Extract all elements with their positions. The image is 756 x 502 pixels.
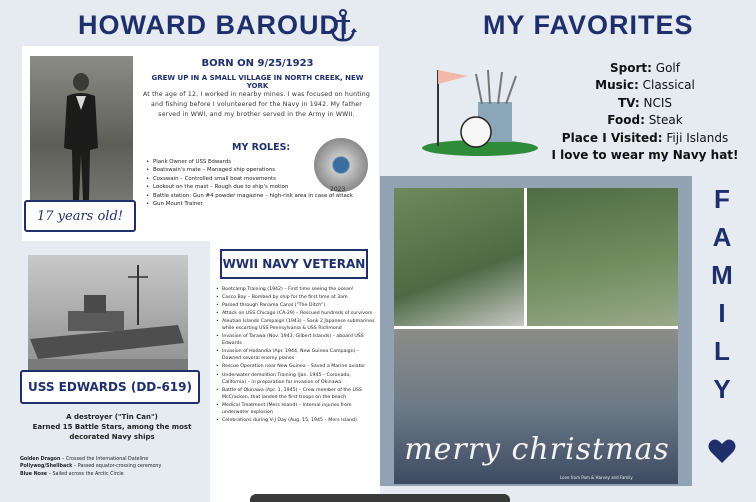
- ceremony-name: Golden Dragon: [20, 457, 61, 462]
- family-photo-portrait: [394, 188, 524, 326]
- ceremony-name: Pollywog/Shellback: [20, 464, 73, 470]
- list-item: • Coxswain – Controlled small boat movements: [146, 175, 376, 183]
- favorite-value: Fiji Islands: [662, 130, 729, 145]
- favorite-value: NCIS: [639, 95, 673, 110]
- list-item: • Rescue Operation near New Guinea – Saved a Marine aviator: [216, 363, 376, 370]
- collage-caption: merry christmas: [404, 432, 670, 467]
- letter: Y: [713, 374, 731, 404]
- golf-icon: [418, 60, 543, 160]
- horizontal-scrollbar[interactable]: [250, 494, 510, 502]
- list-item: • Plank Owner of USS Edwards: [146, 158, 376, 166]
- list-item: • Underwater demolition Training (Jan. 1945 – Coronado, California) – in preparation for invasion of Okinawa: [216, 372, 376, 386]
- page-title: HOWARD BAROUDI: [78, 10, 349, 40]
- hometown: GREW UP IN A SMALL VILLAGE IN NORTH CREEK, NEW YORK: [151, 74, 364, 90]
- ship-illustration: [28, 255, 188, 375]
- list-item: [550, 112, 740, 129]
- family-photo-group: [527, 188, 678, 326]
- family-vertical-title: [704, 180, 740, 408]
- list-item: [550, 95, 740, 112]
- ceremony-desc: – Crossed the International Dateline: [60, 457, 149, 462]
- letter: A: [712, 222, 732, 252]
- veteran-timeline: [216, 286, 376, 425]
- favorite-label: Food:: [607, 113, 645, 128]
- list-item: • Invasion of Hollandia (Apr. 1944, New Guinea Campaign) – Downed several enemy planes: [216, 348, 376, 362]
- favorite-value: Golf: [651, 61, 680, 75]
- photo-credit: Love from Pam & Harvey and Family: [560, 475, 633, 480]
- coin-year: 2023: [330, 186, 346, 193]
- list-item: • Casco Bay – Bombed by ship for the first time at 3am: [216, 294, 376, 301]
- list-item: • Bootcamp Training (1942) – First time seeing the ocean!: [216, 286, 376, 293]
- ceremony-name: Blue Nose: [20, 471, 48, 477]
- anchor-icon: [328, 8, 358, 44]
- ceremony-desc: – Sailed across the Arctic Circle: [47, 471, 124, 477]
- favorites-list: [550, 60, 740, 164]
- list-item: • Boatswain's mate – Managed ship operations: [146, 166, 376, 174]
- list-item: • Battle of Okinawa (Apr. 1, 1945) – Crew member of the USS McCracken, that landed the first troops on the beach: [216, 387, 376, 401]
- ship-type: A destroyer ("Tin Can"): [66, 413, 158, 421]
- favorite-value: Classical: [638, 78, 695, 93]
- favorite-label: Place I Visited:: [561, 130, 663, 145]
- bio-paragraph: At the age of 12, I worked in nearby mines. I was focused on hunting and fishing before I volunteered for the Navy in 1942. My father served in WWI, and my brother served in the Army in WWII.: [142, 91, 371, 118]
- list-item: [550, 77, 740, 94]
- age-banner: 17 years old!: [24, 200, 136, 232]
- favorite-label: Sport:: [610, 61, 652, 75]
- ship-description: [22, 412, 202, 442]
- ship-photo: [28, 255, 188, 375]
- list-item: • Passed through Panama Canal ("The Ditch"): [216, 302, 376, 309]
- letter: M: [711, 260, 733, 290]
- list-item: [20, 463, 206, 470]
- heart-icon: [708, 438, 736, 464]
- birth-date: BORN ON 9/25/1923: [201, 58, 314, 69]
- list-item: [550, 130, 740, 147]
- favorites-closing: I love to wear my Navy hat!: [551, 147, 739, 162]
- list-item: • Invasion of Tarawa (Nov. 1943, Gilbert Islands) – aboard USS Edwards: [216, 333, 376, 347]
- challenge-coin-image: [314, 138, 368, 192]
- list-item: [20, 456, 206, 463]
- list-item: [550, 60, 740, 77]
- favorites-title: MY FAVORITES: [483, 10, 694, 40]
- list-item: • Gun Mount Trainer: [146, 200, 376, 208]
- list-item: • Celebrations during V-J Day (Aug. 15, 1945 – Mers Island): [216, 417, 376, 424]
- list-item: • Lookout on the mast – Rough due to ship's motion: [146, 183, 376, 191]
- list-item: • Aleutian Islands Campaign (1943) – Sank 2 Japanese submarines while escorting USS Pennsylvania & USS Richmond: [216, 318, 376, 332]
- ship-banner: USS EDWARDS (DD-619): [20, 370, 200, 404]
- ship-ceremonies: [20, 456, 206, 478]
- favorite-label: Music:: [595, 78, 639, 93]
- list-item: • Battle station: Gun #4 powder magazine – high-risk area in case of attack: [146, 192, 376, 200]
- list-item: • Medical Treatment (Mers Island) – Internal injuries from underwater explosion: [216, 402, 376, 416]
- list-item: [20, 471, 206, 478]
- veteran-banner: WWII NAVY VETERAN: [220, 249, 368, 279]
- favorite-label: TV:: [617, 95, 640, 110]
- favorite-value: Steak: [644, 113, 683, 128]
- letter: I: [718, 298, 726, 328]
- roles-title: MY ROLES:: [232, 142, 291, 153]
- list-item: • Attack on USS Chicago (CA-29) – Rescued hundreds of survivors: [216, 310, 376, 317]
- ceremony-desc: – Passed equator-crossing ceremony: [72, 464, 162, 470]
- letter: F: [714, 184, 730, 214]
- letter: L: [714, 336, 730, 366]
- sailor-figure: [60, 70, 102, 202]
- ship-honors: Earned 15 Battle Stars, among the most decorated Navy ships: [32, 423, 192, 442]
- sailor-photo: [30, 56, 133, 204]
